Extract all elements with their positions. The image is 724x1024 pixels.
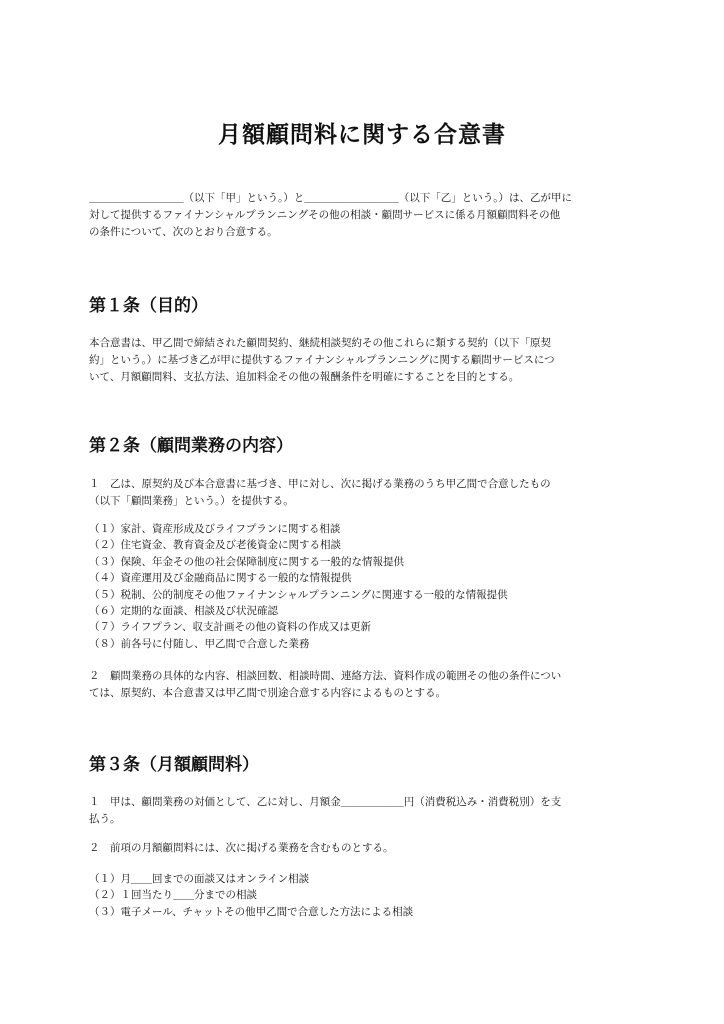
- article-2-paragraph-2: [89, 668, 637, 702]
- article-2-p1-line: （以下「顧問業務」という。）を提供する。: [89, 495, 294, 507]
- list-item: （２）住宅資金、教育資金及び老後資金に関する相談: [89, 539, 341, 552]
- article-3-p1-line: １ 甲は、顧問業務の対価として、乙に対し、月額金＿＿＿＿＿＿円（消費税込み・消費税別）を支: [89, 796, 562, 808]
- list-item: （３）電子メール、チャットその他甲乙間で合意した方法による相談: [89, 905, 414, 918]
- article-3-heading: 第３条（月額顧問料）: [89, 755, 259, 775]
- list-item: （４）資産運用及び金融商品に関する一般的な情報提供: [89, 572, 352, 585]
- preamble-line: ＿＿＿＿＿＿＿＿＿（以下「甲」という。）と＿＿＿＿＿＿＿＿＿（以下「乙」という。）は、乙が甲に: [89, 192, 572, 204]
- document-title: 月額顧問料に関する合意書: [218, 122, 506, 148]
- article-3-paragraph-1: [89, 794, 637, 828]
- article-3-p1-line: 払う。: [89, 813, 121, 825]
- article-1-body: [89, 335, 637, 386]
- list-item: （１）家計、資産形成及びライフプランに関する相談: [89, 523, 341, 535]
- article-3-paragraph-2: [89, 840, 637, 857]
- article-3-item-list: [89, 871, 637, 920]
- list-item: （１）月＿＿回までの面談又はオンライン相談: [89, 873, 310, 885]
- article-2-p2-line: ２ 顧問業務の具体的な内容、相談回数、相談時間、連絡方法、資料作成の範囲その他の条件につい: [89, 670, 562, 682]
- list-item: （２）１回当たり＿＿分までの相談: [89, 889, 257, 902]
- article-2-p2-line: ては、原契約、本合意書又は甲乙間で別途合意する内容によるものとする。: [89, 687, 446, 699]
- article-1-heading: 第１条（目的）: [89, 296, 208, 316]
- preamble-line: 対して提供するファイナンシャルプランニングその他の相談・顧問サービスに係る月額顧問料その他: [89, 209, 561, 221]
- preamble-line: の条件について、次のとおり合意する。: [89, 226, 278, 238]
- article-2-heading: 第２条（顧問業務の内容）: [89, 436, 293, 456]
- article-1-line: いて、月額顧問料、支払方法、追加料金その他の報酬条件を明確にすることを目的とする。: [89, 371, 520, 383]
- list-item: （８）前各号に付随し、甲乙間で合意した業務: [89, 637, 310, 650]
- preamble: [89, 190, 637, 241]
- article-1-line: 本合意書は、甲乙間で締結された顧問契約、継続相談契約その他これらに類する契約（以下「原契: [89, 337, 551, 349]
- list-item: （６）定期的な面談、相談及び状況確認: [89, 604, 278, 617]
- list-item: （５）税制、公的制度その他ファイナンシャルプランニングに関連する一般的な情報提供: [89, 588, 508, 601]
- article-2-p1-line: １ 乙は、原契約及び本合意書に基づき、甲に対し、次に掲げる業務のうち甲乙間で合意したもの: [89, 478, 551, 490]
- list-item: （７）ライフプラン、収支計画その他の資料の作成又は更新: [89, 621, 372, 634]
- article-2-item-list: [89, 521, 637, 652]
- list-item: （３）保険、年金その他の社会保障制度に関する一般的な情報提供: [89, 555, 404, 568]
- article-2-paragraph-1: [89, 476, 637, 510]
- article-3-p2-line: ２ 前項の月額顧問料には、次に掲げる業務を含むものとする。: [89, 842, 394, 854]
- article-1-line: 約」という。）に基づき乙が甲に提供するファイナンシャルプランニングに関する顧問サービスにつ: [89, 354, 555, 366]
